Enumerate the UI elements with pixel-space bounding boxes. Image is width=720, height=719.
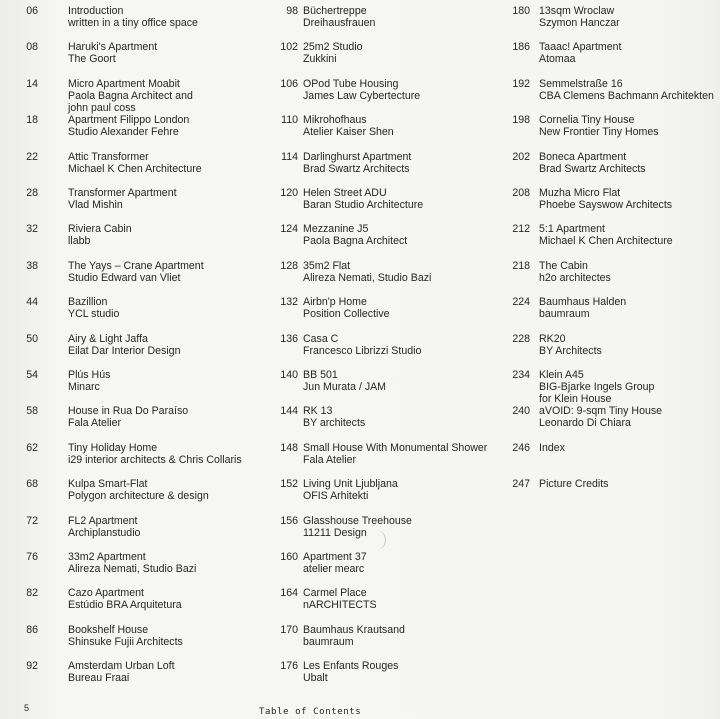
toc-entry-text bbox=[303, 442, 487, 466]
toc-page-number: 58 bbox=[26, 405, 38, 418]
toc-entry-author: Shinsuke Fujii Architects bbox=[68, 635, 183, 648]
toc-entry-text bbox=[539, 187, 672, 211]
toc-page-number: 176 bbox=[280, 660, 298, 673]
toc-entry-text bbox=[68, 78, 193, 114]
toc-entry-title: Taaac! Apartment bbox=[539, 41, 622, 54]
toc-entry-text bbox=[68, 5, 198, 29]
toc-entry-title: Bookshelf House bbox=[68, 623, 149, 636]
toc-page-number: 212 bbox=[512, 223, 530, 236]
toc-entry-author: Bureau Fraai bbox=[68, 672, 130, 685]
toc-entry-title: 35m2 Flat bbox=[303, 259, 351, 272]
toc-entry-author: Studio Alexander Fehre bbox=[68, 126, 179, 139]
toc-entry-text bbox=[303, 515, 412, 539]
toc-entry-author: Michael K Chen Architecture bbox=[539, 235, 673, 248]
toc-entry-author: Leonardo Di Chiara bbox=[539, 417, 631, 430]
toc-entry-author: llabb bbox=[68, 235, 91, 248]
toc-entry-title: Amsterdam Urban Loft bbox=[68, 660, 175, 673]
toc-page-number: 164 bbox=[280, 587, 298, 600]
toc-entry-author: OFIS Arhitekti bbox=[303, 490, 369, 503]
toc-entry-text bbox=[303, 223, 407, 247]
toc-entry-author: Baran Studio Architecture bbox=[303, 199, 424, 211]
toc-entry-title: 33m2 Apartment bbox=[68, 551, 146, 563]
toc-entry-title: Semmelstraße 16 bbox=[539, 77, 623, 90]
toc-entry-author: Ubalt bbox=[303, 672, 328, 685]
toc-page-number: 124 bbox=[280, 223, 298, 236]
toc-entry-text bbox=[539, 405, 662, 429]
toc-entry-title: Tiny Holiday Home bbox=[68, 441, 158, 454]
toc-entry-title: Muzha Micro Flat bbox=[539, 187, 621, 199]
toc-entry-title: Plús Hús bbox=[68, 369, 111, 381]
toc-entry-text bbox=[303, 587, 377, 611]
toc-page-number: 144 bbox=[280, 405, 298, 418]
toc-page-number: 76 bbox=[26, 551, 38, 563]
toc-page-number: 140 bbox=[280, 369, 298, 381]
toc-entry-text bbox=[539, 151, 646, 175]
toc-entry-title: FL2 Apartment bbox=[68, 514, 138, 527]
toc-entry-author: Zukkini bbox=[303, 53, 337, 66]
toc-entry-title: RK20 bbox=[539, 332, 566, 345]
toc-page-number: 18 bbox=[26, 114, 38, 127]
toc-entry-author: Michael K Chen Architecture bbox=[68, 162, 202, 175]
toc-page-number: 86 bbox=[26, 623, 38, 636]
toc-entry-text bbox=[303, 551, 367, 575]
toc-entry-text bbox=[303, 405, 365, 429]
toc-entry-author: Szymon Hanczar bbox=[539, 17, 620, 29]
toc-entry-author: i29 interior architects & Chris Collaris bbox=[68, 453, 242, 466]
toc-entry-author: Jun Murata / JAM bbox=[303, 381, 387, 393]
toc-entry-title: Mikrohofhaus bbox=[303, 114, 367, 127]
toc-entry-author: Eilat Dar Interior Design bbox=[68, 344, 181, 357]
toc-page-number: 68 bbox=[26, 478, 38, 491]
toc-page-number: 148 bbox=[280, 441, 298, 454]
toc-entry-author: CBA Clemens Bachmann Architekten bbox=[539, 89, 714, 102]
toc-entry-author: Archiplanstudio bbox=[68, 526, 141, 539]
toc-entry-author: Polygon architecture & design bbox=[68, 490, 209, 503]
toc-page-number: 224 bbox=[512, 296, 530, 309]
toc-entry-text bbox=[303, 41, 362, 65]
toc-page-number: 180 bbox=[512, 5, 530, 17]
toc-entry-author: BIG-Bjarke Ingels Group bbox=[539, 381, 655, 393]
toc-entry-text bbox=[68, 41, 157, 65]
toc-entry-author: Fala Atelier bbox=[303, 453, 356, 466]
toc-entry-title: Riviera Cabin bbox=[68, 223, 132, 236]
toc-page-number: 192 bbox=[512, 77, 530, 90]
toc-entry-text bbox=[303, 478, 398, 502]
toc-entry-text bbox=[539, 41, 621, 65]
toc-entry-author: 11211 Design bbox=[303, 526, 367, 539]
toc-page-number: 240 bbox=[512, 405, 530, 418]
toc-entry-text bbox=[539, 260, 611, 284]
toc-page-number: 82 bbox=[26, 587, 38, 600]
toc-entry-text bbox=[539, 369, 654, 405]
page-number: 5 bbox=[24, 703, 30, 713]
toc-entry-title: Small House With Monumental Shower bbox=[303, 441, 488, 454]
toc-page-number: 228 bbox=[512, 332, 530, 345]
toc-page-number: 28 bbox=[26, 187, 38, 199]
toc-entry-title: Baumhaus Krautsand bbox=[303, 623, 405, 636]
toc-entry-text bbox=[303, 114, 394, 138]
toc-entry-text bbox=[68, 442, 242, 466]
toc-entry-title: Airbn'p Home bbox=[303, 296, 367, 309]
toc-entry-title: Apartment Filippo London bbox=[68, 114, 190, 127]
toc-entry-author: Estúdio BRA Arquitetura bbox=[68, 599, 182, 612]
toc-page-number: 208 bbox=[512, 187, 530, 199]
toc-entry-author: baumraum bbox=[303, 635, 354, 648]
toc-entry-text bbox=[303, 369, 386, 393]
toc-entry-author: john paul coss bbox=[68, 101, 136, 114]
toc-entry-author: h2o architectes bbox=[539, 271, 611, 284]
toc-entry-author: Brad Swartz Architects bbox=[539, 162, 646, 175]
toc-entry-text bbox=[68, 369, 110, 393]
toc-entry-title: The Yays – Crane Apartment bbox=[68, 259, 204, 272]
toc-entry-text bbox=[68, 260, 204, 284]
toc-page-number: 44 bbox=[26, 296, 38, 309]
toc-page-number: 102 bbox=[280, 41, 298, 54]
toc-entry-text bbox=[68, 660, 175, 684]
toc-entry-author: Paola Bagna Architect bbox=[303, 235, 408, 248]
toc-entry-author: atelier mearc bbox=[303, 563, 365, 575]
toc-entry-title: aVOID: 9-sqm Tiny House bbox=[539, 405, 663, 418]
toc-entry-text bbox=[68, 151, 202, 175]
toc-entry-title: Airy & Light Jaffa bbox=[68, 332, 148, 345]
toc-page-number: 06 bbox=[26, 5, 38, 17]
toc-entry-text bbox=[68, 296, 119, 320]
toc-page-number: 132 bbox=[280, 296, 298, 309]
toc-entry-author: Position Collective bbox=[303, 308, 390, 321]
toc-entry-title: Living Unit Ljubljana bbox=[303, 478, 398, 491]
toc-page-number: 160 bbox=[280, 551, 298, 563]
toc-page-number: 110 bbox=[281, 114, 298, 127]
toc-entry-text bbox=[68, 333, 180, 357]
toc-page-number: 152 bbox=[280, 478, 298, 491]
toc-entry-text bbox=[68, 223, 132, 247]
toc-entry-text bbox=[539, 114, 659, 138]
toc-entry-text bbox=[303, 151, 411, 175]
toc-entry-title: Darlinghurst Apartment bbox=[303, 150, 412, 163]
toc-entry-author: nARCHITECTS bbox=[303, 599, 377, 612]
toc-page-number: 198 bbox=[512, 114, 530, 127]
toc-entry-text bbox=[539, 78, 714, 102]
toc-page-number: 54 bbox=[26, 369, 38, 381]
toc-entry-author: Brad Swartz Architects bbox=[303, 162, 410, 175]
toc-page-number: 50 bbox=[26, 332, 38, 345]
toc-page-number: 98 bbox=[286, 5, 298, 17]
toc-page-number: 246 bbox=[512, 441, 530, 454]
toc-entry-title: Carmel Place bbox=[303, 587, 367, 600]
toc-entry-text bbox=[539, 223, 673, 247]
toc-entry-text bbox=[303, 187, 423, 211]
toc-entry-text bbox=[303, 624, 405, 648]
pen-mark bbox=[371, 530, 386, 550]
toc-entry-title: Bazillion bbox=[68, 296, 108, 309]
toc-entry-text bbox=[68, 587, 182, 611]
toc-entry-title: Haruki's Apartment bbox=[68, 41, 158, 54]
toc-entry-title: Klein A45 bbox=[539, 369, 584, 381]
toc-entry-title: Cornelia Tiny House bbox=[539, 114, 635, 127]
toc-entry-title: Baumhaus Halden bbox=[539, 296, 627, 309]
toc-entry-text bbox=[68, 114, 189, 138]
toc-page-number: 128 bbox=[280, 259, 298, 272]
toc-page-number: 92 bbox=[26, 660, 38, 673]
toc-entry-author: Phoebe Sayswow Architects bbox=[539, 199, 673, 211]
toc-entry-author: Vlad Mishin bbox=[68, 199, 123, 211]
toc-entry-title: Attic Transformer bbox=[68, 150, 149, 163]
toc-entry-text bbox=[303, 78, 420, 102]
toc-entry-title: Micro Apartment Moabit bbox=[68, 77, 180, 90]
toc-page-number: 136 bbox=[280, 332, 298, 345]
toc-entry-text bbox=[539, 442, 565, 454]
toc-entry-text bbox=[68, 405, 188, 429]
toc-entry-title: Mezzanine J5 bbox=[303, 223, 369, 236]
toc-entry-text bbox=[68, 515, 140, 539]
toc-page-number: 14 bbox=[26, 77, 38, 90]
toc-entry-title: Picture Credits bbox=[539, 478, 609, 491]
toc-entry-title: Kulpa Smart-Flat bbox=[68, 478, 148, 491]
toc-entry-text bbox=[68, 624, 183, 648]
toc-entry-text bbox=[68, 187, 177, 211]
toc-entry-author: New Frontier Tiny Homes bbox=[539, 126, 659, 139]
toc-entry-text bbox=[303, 660, 398, 684]
toc-entry-title: Introduction bbox=[68, 5, 124, 17]
running-footer-title: Table of Contents bbox=[259, 707, 362, 717]
toc-entry-author: BY architects bbox=[303, 417, 366, 430]
toc-entry-author: BY Architects bbox=[539, 344, 602, 357]
toc-entry-author: James Law Cybertecture bbox=[303, 89, 421, 102]
toc-entry-title: House in Rua Do Paraíso bbox=[68, 405, 189, 418]
toc-entry-author: YCL studio bbox=[68, 308, 120, 321]
toc-page-number: 72 bbox=[26, 514, 38, 527]
toc-entry-title: RK 13 bbox=[303, 405, 333, 418]
toc-entry-title: Cazo Apartment bbox=[68, 587, 144, 600]
toc-entry-title: Casa C bbox=[303, 332, 339, 345]
toc-entry-text bbox=[303, 333, 421, 357]
toc-page-number: 08 bbox=[26, 41, 38, 54]
toc-entry-title: 5:1 Apartment bbox=[539, 223, 605, 236]
toc-page-number: 202 bbox=[512, 150, 530, 163]
toc-entry-title: Index bbox=[539, 441, 565, 454]
toc-page-number: 22 bbox=[26, 150, 38, 163]
toc-page-number: 156 bbox=[280, 514, 298, 527]
toc-entry-author: Atelier Kaiser Shen bbox=[303, 126, 394, 139]
toc-entry-author: Minarc bbox=[68, 381, 100, 393]
toc-page-number: 114 bbox=[281, 150, 298, 163]
toc-entry-author: Atomaa bbox=[539, 53, 576, 66]
toc-entry-text bbox=[539, 296, 626, 320]
toc-entry-author: Alireza Nemati, Studio Bazi bbox=[303, 271, 432, 284]
toc-entry-text bbox=[539, 333, 602, 357]
toc-page-number: 32 bbox=[26, 223, 38, 236]
toc-entry-author: Francesco Librizzi Studio bbox=[303, 344, 422, 357]
toc-entry-title: OPod Tube Housing bbox=[303, 77, 399, 90]
toc-entry-author: Studio Edward van Vliet bbox=[68, 271, 181, 284]
toc-page-number: 106 bbox=[280, 77, 298, 90]
toc-entry-author: written in a tiny office space bbox=[68, 17, 198, 29]
toc-page-number: 234 bbox=[512, 369, 530, 381]
toc-page-number: 247 bbox=[512, 478, 530, 491]
toc-entry-author: Fala Atelier bbox=[68, 417, 121, 430]
toc-page-number: 186 bbox=[512, 41, 530, 54]
toc-entry-author: for Klein House bbox=[539, 393, 612, 405]
toc-entry-text bbox=[539, 5, 620, 29]
toc-page-number: 38 bbox=[26, 259, 38, 272]
toc-entry-title: Transformer Apartment bbox=[68, 187, 177, 199]
toc-entry-title: Glasshouse Treehouse bbox=[303, 514, 412, 527]
toc-entry-title: Apartment 37 bbox=[303, 551, 367, 563]
toc-entry-title: Helen Street ADU bbox=[303, 187, 387, 199]
toc-entry-title: The Cabin bbox=[539, 259, 588, 272]
toc-entry-text bbox=[303, 260, 431, 284]
toc-entry-author: Paola Bagna Architect and bbox=[68, 89, 193, 102]
toc-page-number: 62 bbox=[26, 441, 38, 454]
toc-entry-title: Büchertreppe bbox=[303, 5, 367, 17]
toc-entry-author: Dreihausfrauen bbox=[303, 17, 376, 29]
toc-entry-text bbox=[68, 478, 209, 502]
toc-entry-title: Les Enfants Rouges bbox=[303, 660, 399, 673]
toc-entry-author: Alireza Nemati, Studio Bazi bbox=[68, 563, 197, 575]
toc-entry-title: 13sqm Wroclaw bbox=[539, 5, 615, 17]
toc-entry-author: baumraum bbox=[539, 308, 590, 321]
toc-entry-title: 25m2 Studio bbox=[303, 41, 363, 54]
toc-page-number: 120 bbox=[280, 187, 298, 199]
toc-entry-author: The Goort bbox=[68, 53, 116, 66]
toc-entry-title: BB 501 bbox=[303, 369, 338, 381]
toc-page-number: 170 bbox=[280, 623, 298, 636]
toc-entry-text bbox=[539, 478, 608, 490]
toc-entry-title: Boneca Apartment bbox=[539, 150, 627, 163]
toc-entry-text bbox=[68, 551, 196, 575]
toc-page-number: 218 bbox=[512, 259, 530, 272]
toc-entry-text bbox=[303, 296, 390, 320]
toc-entry-text bbox=[303, 5, 375, 29]
